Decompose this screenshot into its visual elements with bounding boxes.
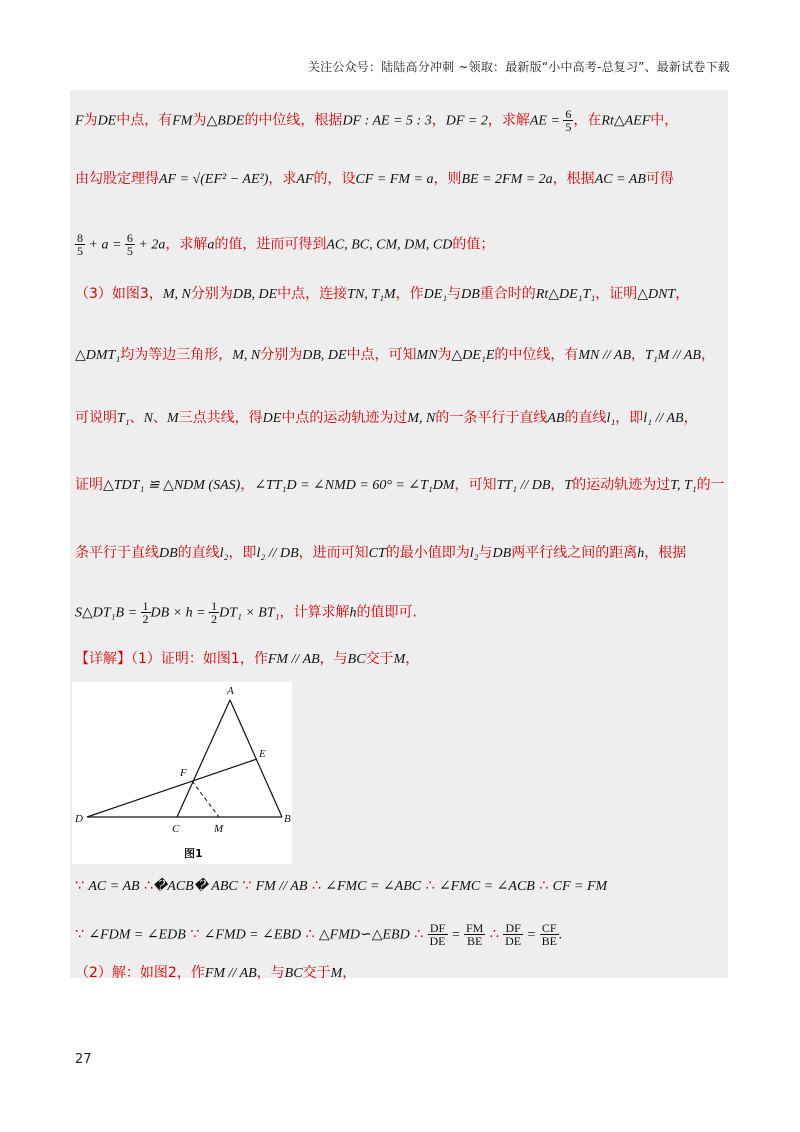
text-segment: ∴ (485, 926, 504, 943)
text-segment: 的，设 (313, 171, 356, 187)
solution-line (75, 168, 725, 188)
math-expression: BC (284, 966, 303, 981)
text-segment: 由勾股定理得 (75, 171, 159, 187)
math-expression: l₂ (219, 546, 229, 561)
text-segment: ，与 (319, 651, 348, 667)
math-expression: M, N (407, 411, 436, 426)
text-segment: 与 (447, 286, 462, 302)
label-C: C (172, 823, 180, 835)
math-expression: TN, T₁M (347, 287, 396, 302)
math-expression: Rt△DE₁T₁ (535, 287, 596, 302)
math-expression: DE (97, 113, 117, 129)
text-segment: 中点，连接 (277, 286, 348, 302)
text-segment: 的最小值即为 (385, 545, 470, 561)
label-B: B (284, 813, 291, 825)
text-segment: ， (700, 347, 715, 363)
math-expression: �ACB� ABC (152, 879, 238, 894)
text-segment: 证明 (75, 477, 103, 493)
math-expression: M (393, 652, 406, 667)
text-segment: ∵ (237, 878, 256, 894)
solution-line (75, 648, 725, 668)
math-expression: CF = FM (552, 879, 608, 894)
math-expression: CF = FM = a (355, 172, 434, 187)
math-expression: a (207, 237, 215, 253)
math-expression: △DE₁E (451, 348, 495, 363)
text-segment: ∴ (301, 926, 319, 943)
math-expression: = (523, 927, 540, 943)
text-segment: ，作 (395, 286, 424, 302)
math-expression: l₁ // AB (643, 411, 684, 426)
text-segment: 为 (437, 347, 452, 363)
solution-line (75, 962, 725, 982)
fraction-numerator: CF (540, 922, 559, 935)
label-D: D (75, 813, 83, 825)
fraction (209, 600, 219, 625)
solution-line (75, 542, 725, 562)
text-segment: 中点，可知 (346, 347, 417, 363)
math-expression: CT (368, 546, 386, 561)
figure-1-diagram (72, 682, 292, 864)
text-segment: 三点共线，得 (178, 410, 263, 426)
solution-line (75, 922, 725, 947)
text-segment: 交于 (365, 651, 394, 667)
math-expression: MN (416, 348, 438, 363)
text-segment: 的值即可. (356, 604, 417, 621)
math-expression: FM // AB (204, 966, 257, 981)
text-segment: 为 (83, 112, 98, 129)
text-segment: 中点，有 (116, 112, 173, 129)
page-number: 27 (75, 1052, 92, 1067)
math-expression: BE = 2FM = 2a (461, 172, 553, 187)
text-segment: 为 (192, 112, 207, 129)
text-segment: ，计算求解 (279, 604, 350, 621)
text-segment: ， (240, 477, 255, 493)
text-segment: ， (675, 286, 690, 302)
math-expression: T (564, 478, 573, 493)
math-expression: F (75, 113, 84, 129)
math-expression: + 2a (134, 237, 166, 253)
text-segment: ∴ (534, 878, 553, 894)
text-segment: ， (631, 347, 646, 363)
text-segment: ，即 (228, 545, 257, 561)
math-expression: ∠TT₁D = ∠NMD = 60° = ∠T₁DM (254, 478, 455, 493)
math-expression: DE₁ (423, 287, 448, 302)
math-expression: FM // AB (267, 652, 320, 667)
solution-line (75, 407, 725, 427)
fraction-denominator: 2 (211, 612, 218, 625)
solution-line (75, 232, 725, 257)
text-segment: ，根据 (552, 171, 595, 187)
text-segment: ， (550, 477, 565, 493)
text-segment: 的值； (452, 236, 495, 253)
text-segment: ，求解 (165, 236, 208, 253)
fraction (75, 232, 85, 257)
math-expression: M, N (162, 287, 191, 302)
text-segment: 【详解】（1）证明：如图1，作 (75, 651, 268, 667)
text-segment: 重合时的 (479, 286, 536, 302)
line-AC (177, 700, 230, 817)
fraction-numerator: 6 (565, 108, 572, 121)
math-expression: AF (296, 172, 314, 187)
fraction-numerator: 1 (211, 600, 218, 613)
math-expression: N (143, 411, 153, 426)
math-expression: = (447, 927, 464, 943)
math-expression: △DMT₁ (75, 348, 121, 363)
text-segment: ，则 (433, 171, 462, 187)
fraction-denominator: 5 (77, 244, 83, 257)
math-expression: ∠FMC = ∠ACB (438, 879, 535, 894)
math-expression: FM (172, 113, 193, 129)
math-expression: DB (461, 287, 480, 302)
text-segment: 、 (129, 410, 144, 426)
text-segment: 的运动轨迹为过 (572, 477, 671, 493)
text-segment: ，可知 (454, 477, 497, 493)
math-expression: AF = √(EF² − AE²) (159, 172, 269, 187)
math-expression: DF = 2 (445, 113, 488, 129)
math-expression: DB, DE (302, 348, 347, 363)
fraction-numerator: DF (503, 922, 523, 935)
text-segment: ∵ (185, 926, 204, 943)
math-expression: . (558, 927, 563, 943)
text-segment: ， (405, 651, 420, 667)
fraction-denominator: 5 (126, 244, 133, 257)
fraction-denominator: 5 (565, 120, 572, 133)
math-expression: DB (159, 546, 178, 561)
text-segment: 中点的运动轨迹为过 (281, 410, 408, 426)
text-segment: 可得 (645, 171, 674, 187)
math-expression: DB, DE (232, 287, 278, 302)
text-segment: （3）如图3， (75, 286, 163, 302)
text-segment: ，在 (573, 112, 602, 129)
math-expression: △BDE (206, 113, 245, 129)
text-segment: ∴ (421, 878, 439, 894)
text-segment: 的中位线，根据 (244, 112, 343, 129)
math-expression: l₁ (606, 411, 616, 426)
fraction (464, 922, 485, 947)
math-expression: l₂ (469, 546, 479, 561)
math-expression: △TDT₁ ≌ △NDM (SAS) (103, 478, 241, 493)
fraction-denominator: 2 (142, 612, 149, 625)
math-expression: ∠FDM = ∠EDB (88, 927, 186, 943)
figure-caption: 图1 (184, 847, 203, 860)
text-segment: 交于 (302, 965, 331, 981)
math-expression: DB (492, 546, 512, 561)
fraction-numerator: 8 (77, 232, 83, 245)
math-expression: AB (547, 411, 565, 426)
math-expression: BC (347, 652, 366, 667)
math-expression: h (637, 546, 645, 561)
page-header: 关注公众号：陆陆高分冲刺 ~领取：最新版“小中高考-总复习”、最新试卷下载 (307, 60, 730, 74)
figure-1 (72, 682, 292, 864)
text-segment: ∵ (75, 926, 89, 943)
math-expression: S△DT₁B = (75, 605, 141, 621)
text-segment: 分别为 (190, 286, 233, 302)
label-E: E (259, 748, 266, 760)
math-expression: △DNT (637, 287, 676, 302)
math-expression: TT₁ // DB (496, 478, 551, 493)
math-expression: Rt△AEF (601, 113, 651, 129)
solution-line (75, 600, 725, 625)
text-segment: 的值，进而可得到 (214, 236, 327, 253)
math-expression: AC, BC, CM, DM, CD (326, 237, 453, 253)
text-segment: 中， (650, 112, 679, 129)
solution-line (75, 878, 725, 895)
math-expression: MN // AB (578, 348, 632, 363)
text-segment: ，进而可知 (298, 545, 369, 561)
math-expression: + a = (85, 237, 125, 253)
text-segment: ， (683, 410, 698, 426)
math-expression: △FMD∽△EBD (318, 927, 410, 943)
math-expression: AC = AB (88, 879, 140, 894)
text-segment: ，求 (268, 171, 297, 187)
math-expression: M (330, 966, 343, 981)
fraction (503, 922, 523, 947)
label-A: A (227, 685, 234, 697)
solution-line (75, 344, 725, 364)
fraction (563, 108, 573, 133)
fraction-numerator: FM (465, 922, 484, 935)
text-segment: ，即 (615, 410, 644, 426)
text-segment: 的直线 (564, 410, 607, 426)
math-expression: DE (262, 411, 282, 426)
math-expression: T, T₁ (670, 478, 697, 493)
line-AB (230, 700, 282, 817)
text-segment: ， (342, 965, 357, 981)
fraction-denominator: BE (541, 934, 557, 947)
text-segment: 的一 (696, 477, 725, 493)
text-segment: ∴ (409, 926, 428, 943)
label-F: F (180, 767, 187, 779)
math-expression: AE = (529, 113, 564, 129)
math-expression: AC = AB (594, 172, 646, 187)
math-expression: h (349, 605, 357, 621)
text-segment: ，证明 (595, 286, 638, 302)
math-expression: M, N (232, 348, 261, 363)
fraction-numerator: 6 (126, 232, 133, 245)
math-expression: FM // AB (255, 879, 308, 894)
fraction (125, 232, 135, 257)
math-expression: M (167, 411, 179, 426)
text-segment: ∴ (139, 878, 153, 894)
math-expression: l₂ // DB (256, 546, 299, 561)
fraction (141, 600, 151, 625)
math-expression: DT₁ × BT₁ (219, 605, 280, 621)
solution-line (75, 108, 725, 133)
text-segment: ，根据 (644, 545, 687, 561)
text-segment: 的中位线，有 (494, 347, 579, 363)
text-segment: 、 (153, 410, 167, 426)
text-segment: 两平行线之间的距离 (511, 545, 638, 561)
fraction-numerator: DF (428, 922, 448, 935)
solution-line (75, 474, 725, 494)
line-FM-dashed (192, 781, 219, 817)
fraction-numerator: 1 (142, 600, 149, 613)
fraction (540, 922, 559, 947)
math-expression: T₁ (117, 411, 130, 426)
text-segment: 可说明 (75, 410, 117, 426)
text-segment: ， (431, 112, 446, 129)
text-segment: （2）解：如图2，作 (75, 965, 205, 981)
text-segment: 分别为 (260, 347, 303, 363)
solution-line (75, 283, 725, 303)
fraction (428, 922, 448, 947)
label-M: M (214, 823, 224, 835)
fraction-denominator: BE (466, 934, 483, 947)
text-segment: 条平行于直线 (75, 545, 159, 561)
text-segment: ∵ (75, 878, 89, 894)
math-expression: T₁M // AB (645, 348, 701, 363)
text-segment: 的直线 (177, 545, 220, 561)
text-segment: ，求解 (487, 112, 530, 129)
fraction-denominator: DE (429, 934, 446, 947)
text-segment: ∴ (307, 878, 326, 894)
line-DE (87, 759, 257, 817)
math-expression: DF : AE = 5 : 3 (342, 113, 432, 129)
math-expression: DB × h = (150, 605, 210, 621)
text-segment: 与 (478, 545, 493, 561)
math-expression: ∠FMD = ∠EBD (203, 927, 302, 943)
text-segment: ，与 (256, 965, 285, 981)
text-segment: 均为等边三角形， (120, 347, 233, 363)
text-segment: 的一条平行于直线 (435, 410, 548, 426)
fraction-denominator: DE (505, 934, 522, 947)
math-expression: ∠FMC = ∠ABC (325, 879, 422, 894)
